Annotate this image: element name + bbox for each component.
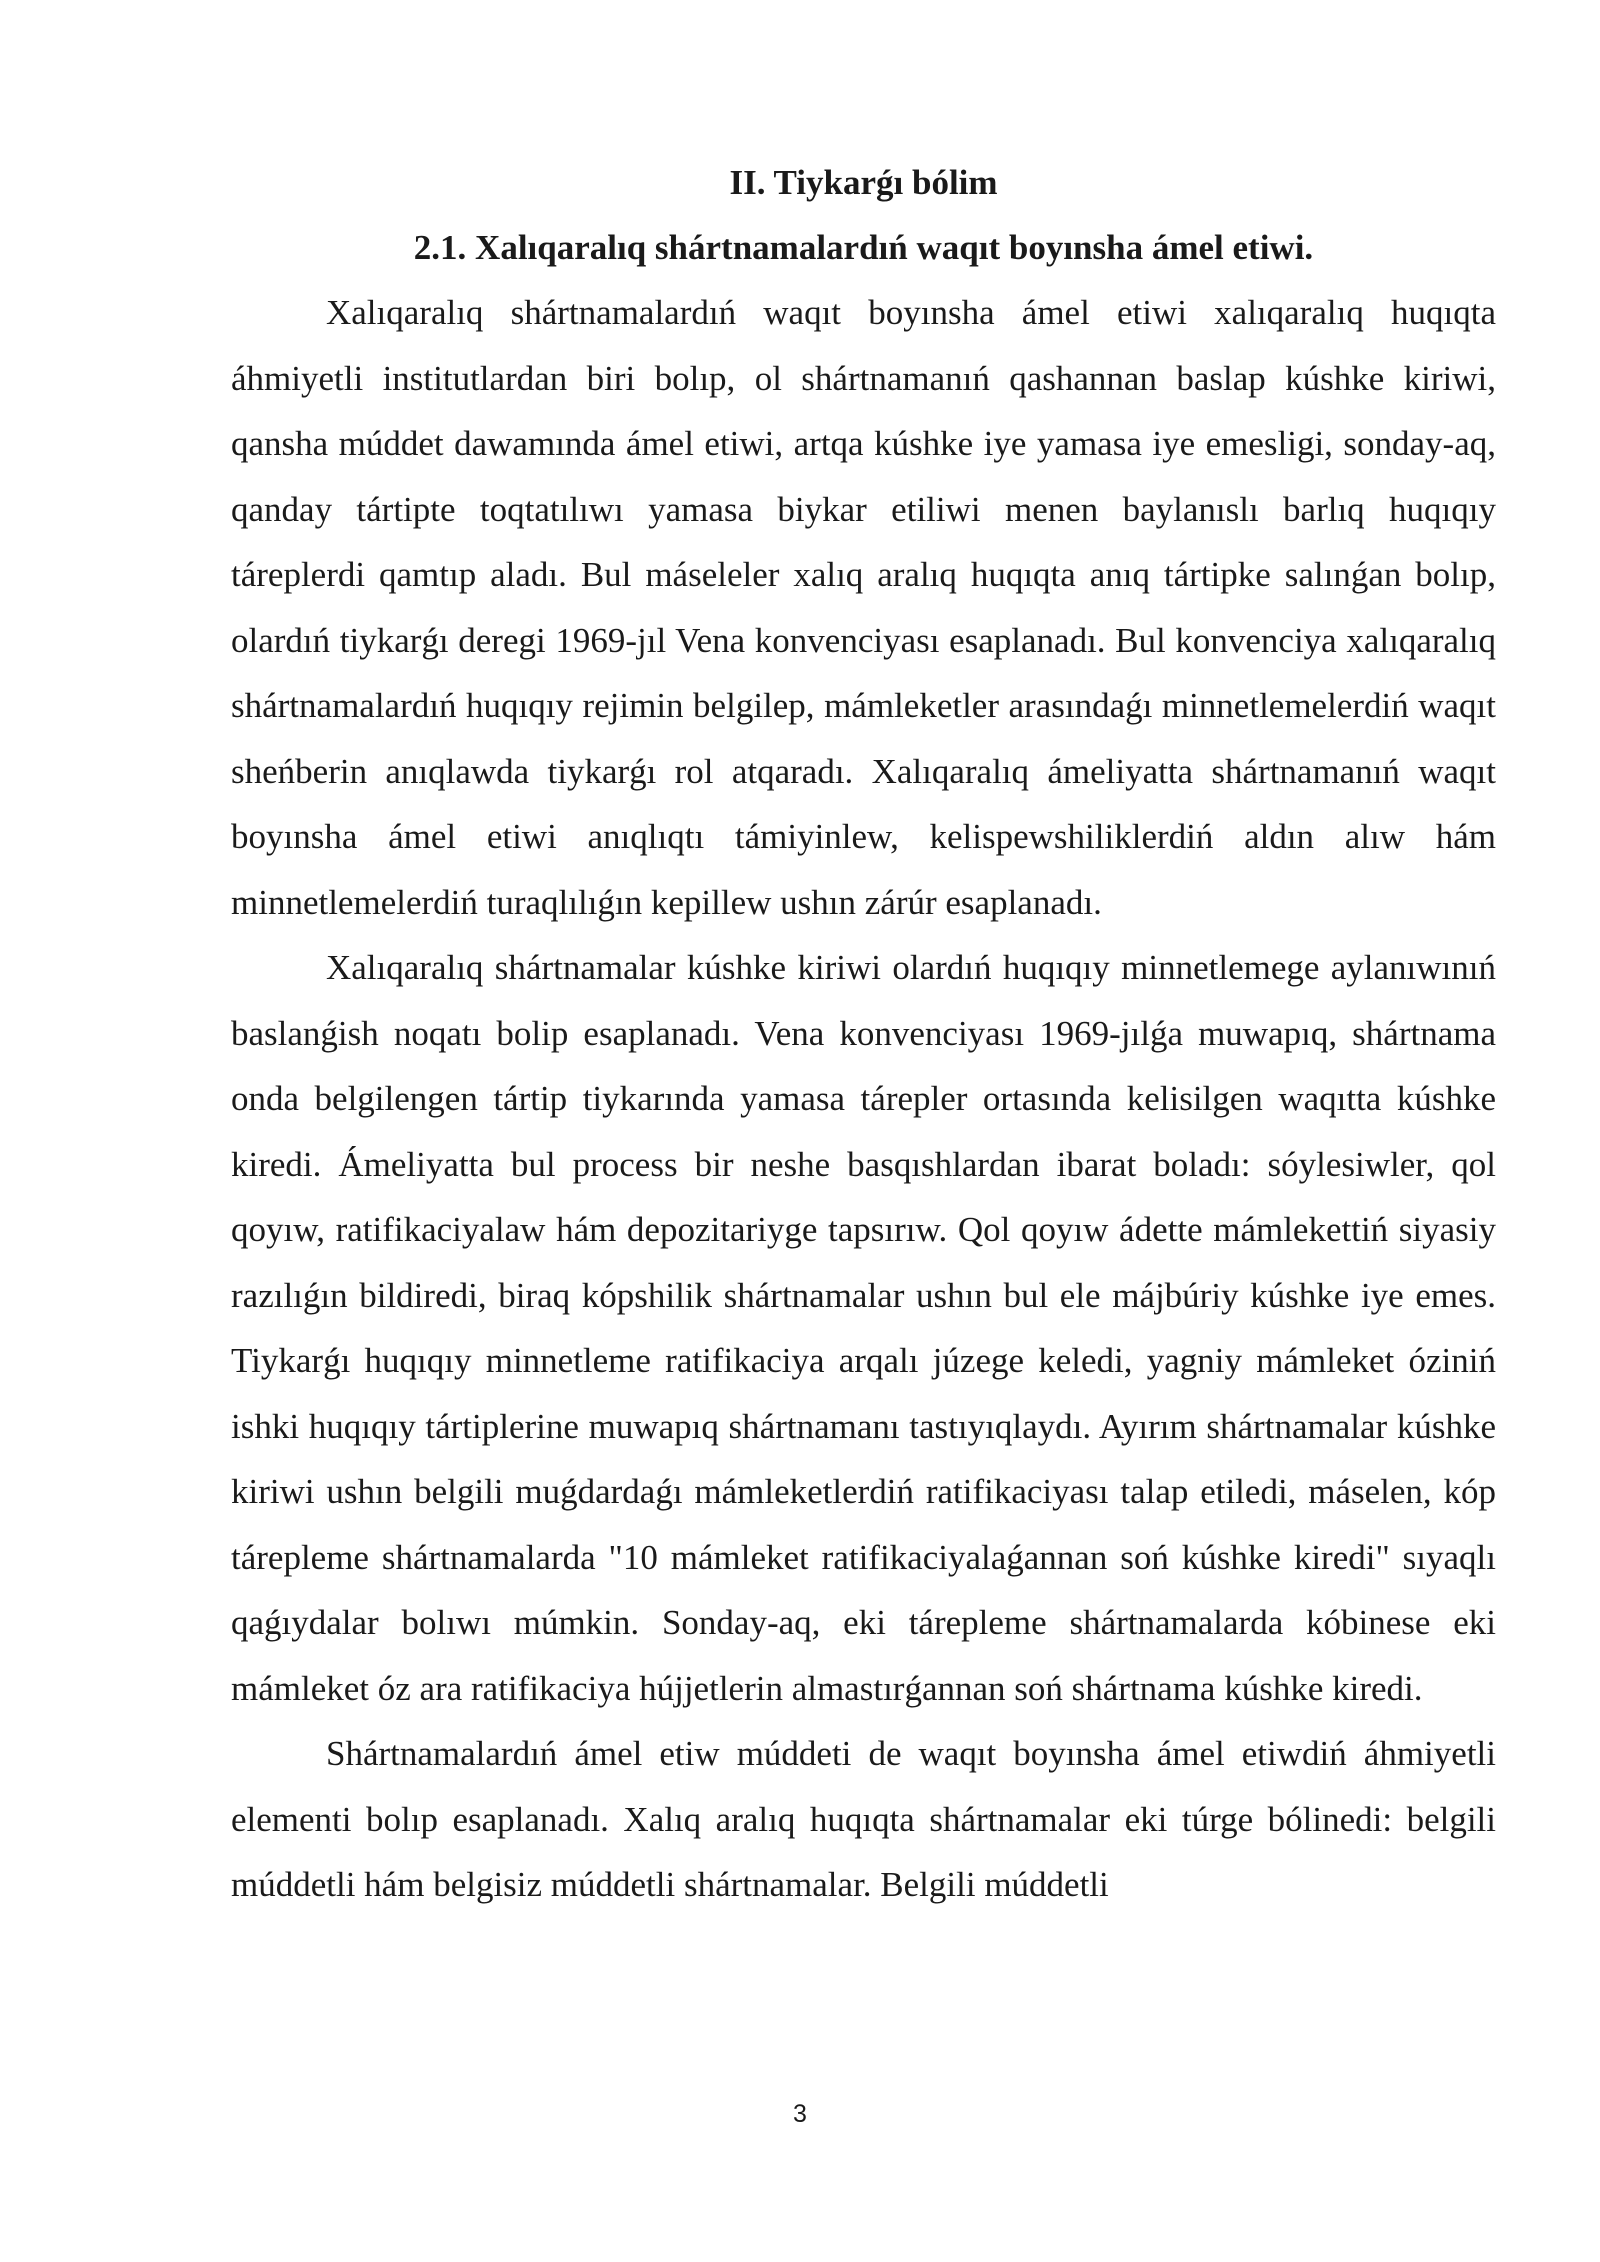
body-paragraph-1: Xalıqaralıq shártnamalardıń waqıt boyınsha ámel etiwi xalıqaralıq huqıqta áhmiyetli institutlardan biri bolıp, ol shártnamanıń qashannan baslap kúshke kiriwi, qansha múddet dawamında ámel etiwi, artqa kúshke iye yamasa iye emesligi, sonday-aq, qanday tártipte toqtatılıwı yamasa biykar etiliwi menen baylanıslı barlıq huqıqıy táreplerdi qamtıp aladı. Bul máseleler xalıq aralıq huqıqta anıq tártipke salınǵan bolıp, olardıń tiykarǵı deregi 1969-jıl Vena konvenciyası esaplanadı. Bul konvenciya xalıqaralıq shártnamalardıń huqıqıy rejimin belgilep, mámleketler arasındaǵı minnetlemelerdiń waqıt sheńberin anıqlawda tiykarǵı rol atqaradı. Xalıqaralıq ámeliyatta shártnamanıń waqıt boyınsha ámel etiwi anıqlıqtı támiyinlew, kelispewshiliklerdiń aldın alıw hám minnetlemelerdiń turaqlılıǵın kepillew ushın zárúr esaplanadı. [231,293,1496,922]
section-title: 2.1. Xalıqaralıq shártnamalardıń waqıt boyınsha ámel etiwi. [413,228,1314,267]
chapter-title: II. Tiykarǵı bólim [729,163,998,202]
page-number: 3 [793,2100,807,2128]
body-paragraph-2: Xalıqaralıq shártnamalar kúshke kiriwi olardıń huqıqıy minnetlemege aylanıwınıń baslanǵish noqatı bolip esaplanadı. Vena konvenciyası 1969-jılǵa muwapıq, shártnama onda belgilengen tártip tiykarında yamasa tárepler ortasında kelisilgen waqıtta kúshke kiredi. Ámeliyatta bul process bir neshe basqıshlardan ibarat boladı: sóylesiwler, qol qoyıw, ratifikaciyalaw hám depozitariyge tapsırıw. Qol qoyıw ádette mámlekettiń siyasiy razılıǵın bildiredi, biraq kópshilik shártnamalar ushın bul ele májbúriy kúshke iye emes. Tiykarǵı huqıqıy minnetleme ratifikaciya arqalı júzege keledi, yagniy mámleket óziniń ishki huqıqıy tártiplerine muwapıq shártnamanı tastıyıqlaydı. Ayırım shártnamalar kúshke kiriwi ushın belgili muǵdardaǵı mámleketlerdiń ratifikaciyası talap etiledi, máselen, kóp tárepleme shártnamalarda "10 mámleket ratifikaciyalaǵannan soń kúshke kiredi" sıyaqlı qaǵıydalar bolıwı múmkin. Sonday-aq, eki tárepleme shártnamalarda kóbinese eki mámleket óz ara ratifikaciya hújjetlerin almastırǵannan soń shártnama kúshke kiredi. [231,948,1496,1708]
page-content [231,150,1496,1918]
body-paragraph-3: Shártnamalardıń ámel etiw múddeti de waqıt boyınsha ámel etiwdiń áhmiyetli elementi bolıp esaplanadı. Xalıq aralıq huqıqta shártnamalar eki túrge bólinedi: belgili múddetli hám belgisiz múddetli shártnamalar. Belgili múddetli [231,1734,1496,1904]
